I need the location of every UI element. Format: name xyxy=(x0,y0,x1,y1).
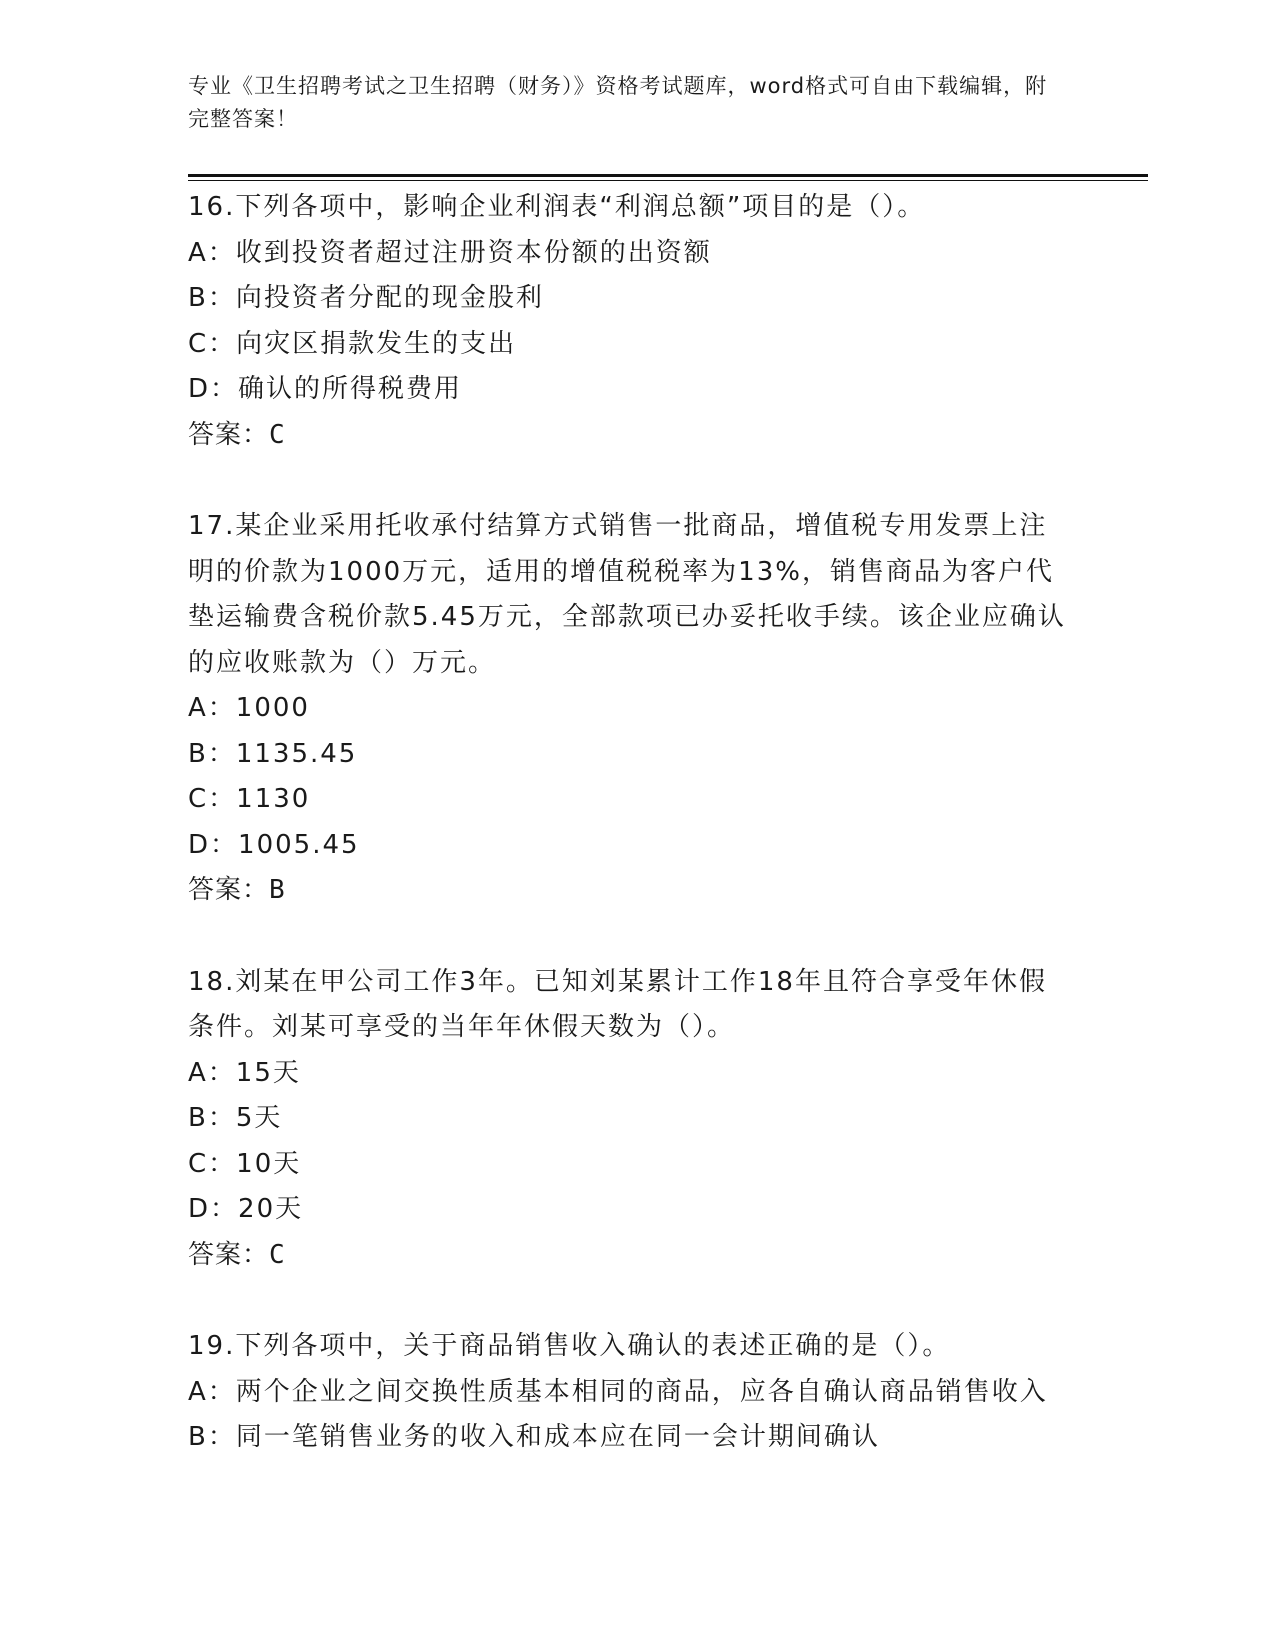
question-list xyxy=(188,185,1148,1461)
option-d: D：1005.45 xyxy=(188,829,360,860)
option-a: A：1000 xyxy=(188,693,310,723)
header-divider xyxy=(188,174,1148,181)
question-stem: 16.下列各项中，影响企业利润表“利润总额”项目的是（）。 xyxy=(188,192,926,222)
option-b: B：同一笔销售业务的收入和成本应在同一会计期间确认 xyxy=(188,1422,880,1452)
document-page xyxy=(188,70,1148,1507)
option-a: A：收到投资者超过注册资本份额的出资额 xyxy=(188,237,712,268)
answer-line: 答案：C xyxy=(188,1239,286,1270)
divider-thin-line xyxy=(188,180,1148,181)
option-a: A：15天 xyxy=(188,1057,301,1088)
question-19 xyxy=(188,1324,1148,1461)
question-18 xyxy=(188,960,1148,1279)
answer-line: 答案：C xyxy=(188,419,286,450)
option-b: B：向投资者分配的现金股利 xyxy=(188,283,544,313)
option-b: B：1135.45 xyxy=(188,738,358,769)
option-c: C：10天 xyxy=(188,1148,302,1179)
question-stem: 17.某企业采用托收承付结算方式销售一批商品，增值税专用发票上注明的价款为1000万元，适用的增值税税率为13%，销售商品为客户代垫运输费含税价款5.45万元，全部款项已办妥托收手续。该企业应确认的应收账款为（）万元。 xyxy=(188,511,1066,678)
option-a: A：两个企业之间交换性质基本相同的商品，应各自确认商品销售收入 xyxy=(188,1376,1048,1407)
question-stem: 18.刘某在甲公司工作3年。已知刘某累计工作18年且符合享受年休假条件。刘某可享受的当年年休假天数为（）。 xyxy=(188,966,1047,1042)
question-17 xyxy=(188,504,1148,914)
answer-line: 答案：B xyxy=(188,875,286,905)
option-b: B：5天 xyxy=(188,1103,283,1133)
question-stem: 19.下列各项中，关于商品销售收入确认的表述正确的是（）。 xyxy=(188,1331,951,1361)
option-d: D：确认的所得税费用 xyxy=(188,374,463,404)
option-c: C：1130 xyxy=(188,784,311,814)
option-c: C：向灾区捐款发生的支出 xyxy=(188,328,517,359)
divider-thick-line xyxy=(188,174,1148,177)
question-16 xyxy=(188,185,1148,458)
document-header: 专业《卫生招聘考试之卫生招聘（财务）》资格考试题库，word格式可自由下载编辑，附完整答案！ xyxy=(188,74,1048,131)
option-d: D：20天 xyxy=(188,1194,304,1224)
